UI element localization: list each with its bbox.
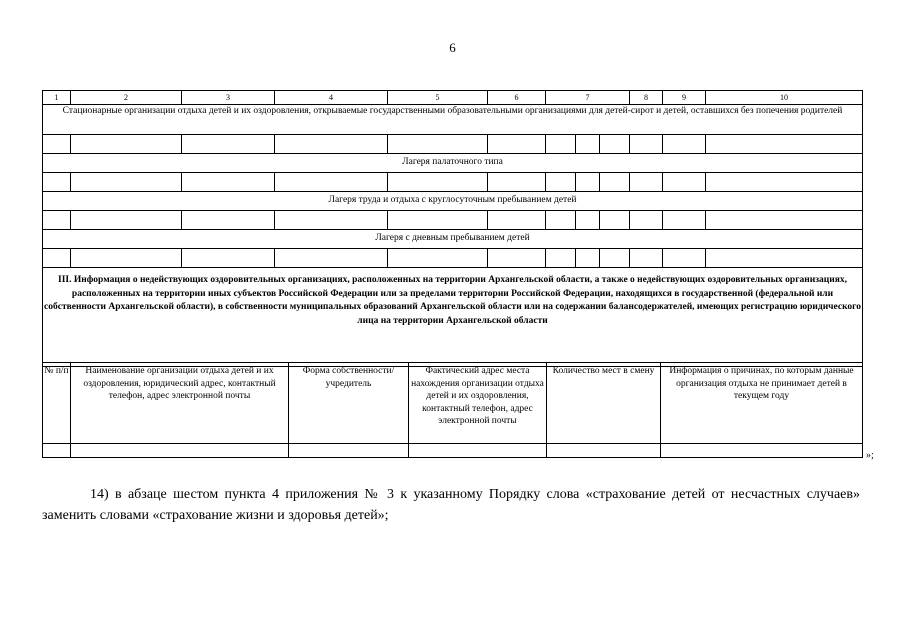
section-heading: Лагеря с дневным пребыванием детей xyxy=(43,230,863,249)
section-heading: Лагеря палаточного типа xyxy=(43,154,863,173)
amendment-paragraph: 14) в абзаце шестом пункта 4 приложения № 3 к указанному Порядку слова «страхование детей от несчастных случаев» заменить словами «страхование жизни и здоровья детей»; xyxy=(42,487,860,523)
column-number: 4 xyxy=(275,91,388,105)
blank-row xyxy=(43,173,863,192)
column-header: Количество мест в смену xyxy=(547,363,661,444)
column-header: Наименование организации отдыха детей и их оздоровления, юридический адрес, контактный телефон, адрес электронной почты xyxy=(71,363,289,444)
blank-row xyxy=(43,135,863,154)
section-row xyxy=(43,105,863,135)
column-number: 9 xyxy=(663,91,706,105)
column-header: Форма собственности/ учредитель xyxy=(289,363,409,444)
section-row xyxy=(43,230,863,249)
column-numbers-row xyxy=(43,91,863,105)
section-row xyxy=(43,154,863,173)
section-row xyxy=(43,192,863,211)
column-number: 3 xyxy=(182,91,275,105)
organizations-table xyxy=(42,90,863,367)
inactive-organizations-table xyxy=(42,362,863,458)
info-heading: III. Информация о недействующих оздоровительных организациях, расположенных на территории Архангельской области, а также о недействующих оздоровительных организациях, расположенных на территории иных субъектов Российской Федерации или за пределами территории Российской Федерации, находящихся в государственной (федеральной или собственности Архангельской области), в собственности муниципальных образований Архангельской области или на содержании балансодержателей, имеющих регистрацию юридического лица на территории Архангельской области xyxy=(43,268,863,367)
column-number: 1 xyxy=(43,91,71,105)
blank-row xyxy=(43,211,863,230)
column-header: № п/п xyxy=(43,363,71,444)
column-number: 2 xyxy=(71,91,182,105)
page-number: 6 xyxy=(449,40,456,55)
column-number: 8 xyxy=(630,91,663,105)
section-heading: Стационарные организации отдыха детей и их оздоровления, открываемые государственными образовательными организациями для детей-сирот и детей, оставшихся без попечения родителей xyxy=(43,105,863,135)
closing-quote-mark: »; xyxy=(866,450,874,461)
blank-row xyxy=(43,249,863,268)
column-header: Информация о причинах, по которым данные организация отдыха не принимает детей в текущем году xyxy=(661,363,863,444)
column-number: 10 xyxy=(706,91,863,105)
column-number: 7 xyxy=(546,91,630,105)
section-heading: Лагеря труда и отдыха с круглосуточным пребыванием детей xyxy=(43,192,863,211)
blank-row xyxy=(43,444,863,458)
column-header: Фактический адрес места нахождения организации отдыха детей и их оздоровления, контактный телефон, адрес электронной почты xyxy=(409,363,547,444)
column-number: 6 xyxy=(488,91,546,105)
column-number: 5 xyxy=(388,91,488,105)
column-headers-row xyxy=(43,363,863,444)
info-heading-row xyxy=(43,268,863,367)
